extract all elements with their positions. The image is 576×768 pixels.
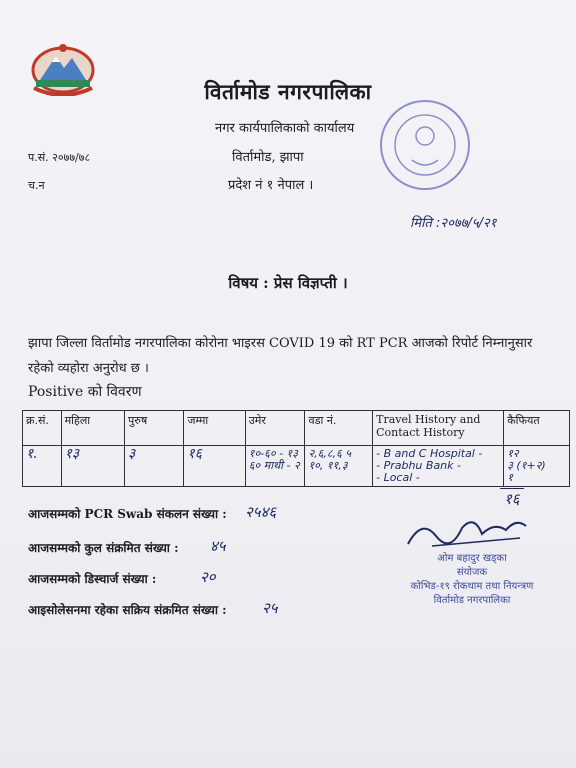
office-seal-icon — [382, 102, 468, 188]
history-line-1: - B and C Hospital - — [376, 447, 483, 460]
signatory-name: ओम बहादुर खड्का — [437, 553, 507, 564]
remarks-total: १६ — [500, 488, 524, 509]
remark-line-2: ३ (१+२) — [507, 459, 546, 472]
issue-date: मिति :२०७७/५/२१ — [410, 216, 497, 231]
table-header-row — [23, 411, 570, 446]
ward-line-2: १०, ११,३ — [308, 459, 348, 472]
history-line-3: - Local - — [376, 471, 420, 484]
signatory-role: संयोजक — [456, 567, 488, 578]
body-text-line-1: झापा जिल्ला विर्तामोड नगरपालिका कोरोना भाइरस COVID 19 को RT PCR आजको रिपोर्ट निम्नानुसार — [28, 336, 533, 351]
cell-female: १३ — [61, 446, 124, 487]
stat-discharge-value: २० — [200, 568, 216, 586]
signatory-committee: कोभिड-१९ रोकथाम तथा नियन्त्रण — [410, 581, 534, 592]
stat-active-value: २५ — [262, 599, 278, 617]
ward-line-1: २,६,८,६ ५ — [308, 447, 352, 460]
cell-remarks — [504, 446, 570, 487]
header-travel-history: Travel History and Contact History — [373, 411, 504, 446]
stat-pcr-label: आजसम्मको PCR Swab संकलन संख्या : — [28, 507, 227, 521]
stat-total-infected-label: आजसम्मको कुल संक्रमित संख्या : — [28, 541, 179, 555]
remark-line-3: १ — [507, 471, 513, 484]
header-ward: वडा नं. — [305, 411, 373, 446]
remark-line-1: १२ — [507, 447, 519, 460]
table-row — [23, 446, 570, 487]
header-age: उमेर — [245, 411, 305, 446]
header-total: जम्मा — [184, 411, 245, 446]
stat-total-infected-value: ४५ — [210, 537, 226, 555]
reference-number: प.सं. २०७७/७८ — [28, 151, 91, 164]
cell-total: १६ — [184, 446, 245, 487]
cell-age — [245, 446, 305, 487]
cell-ward — [305, 446, 373, 487]
history-line-2: - Prabhu Bank - — [376, 459, 461, 472]
office-subtitle: नगर कार्यपालिकाको कार्यालय — [215, 121, 355, 136]
stat-discharge-label: आजसम्मको डिस्चार्ज संख्या : — [28, 572, 157, 586]
cell-travel-history — [373, 446, 504, 487]
header-male: पुरुष — [125, 411, 184, 446]
signatory-org: विर्तामोड नगरपालिका — [433, 595, 511, 606]
stat-pcr-value: २५४६ — [245, 503, 277, 521]
office-name: विर्तामोड नगरपालिका — [204, 79, 372, 104]
office-stamp — [380, 100, 470, 190]
handwritten-signature-icon — [402, 508, 532, 552]
office-province: प्रदेश नं १ नेपाल । — [228, 178, 314, 193]
header-sn: क्र.सं. — [23, 411, 62, 446]
age-line-1: १०-६० - १३ — [248, 447, 298, 460]
cell-male: ३ — [125, 446, 184, 487]
subject-line: विषय : प्रेस विज्ञप्ती । — [228, 274, 348, 292]
positive-cases-table — [22, 410, 570, 487]
header-remarks: कैफियत — [504, 411, 570, 446]
body-text-line-2: रहेको व्यहोरा अनुरोध छ । — [28, 361, 149, 376]
stat-active-label: आइसोलेसनमा रहेका सक्रिय संक्रमित संख्या : — [28, 603, 227, 617]
section-title: Positive को विवरण — [28, 384, 142, 400]
age-line-2: ६० माथी - २ — [248, 459, 300, 472]
cell-sn: १. — [23, 446, 62, 487]
header-female: महिला — [61, 411, 124, 446]
dispatch-number: च.न — [28, 179, 45, 192]
office-address: विर्तामोड, झापा — [232, 150, 304, 165]
